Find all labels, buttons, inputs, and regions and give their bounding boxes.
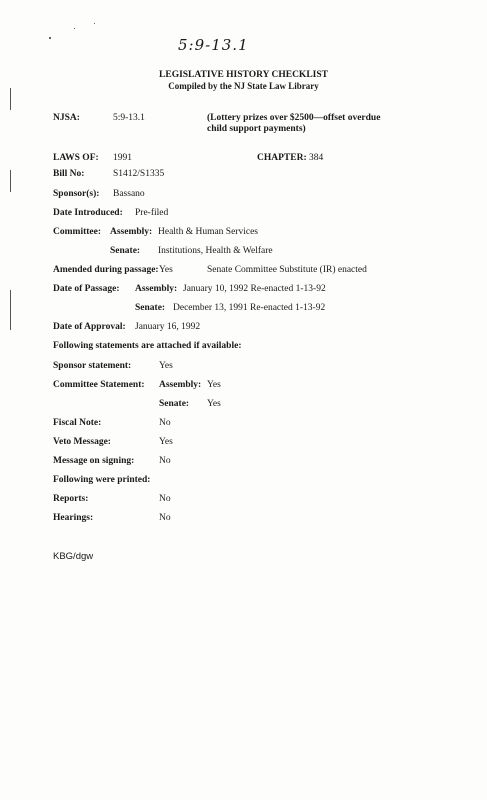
date-introduced-value: Pre-filed [135, 208, 169, 218]
handwritten-number: 5:9-13.1 [178, 36, 249, 54]
committee-senate-value: Institutions, Health & Welfare [158, 246, 273, 256]
chapter-label: CHAPTER: [257, 153, 307, 163]
committee-statement-senate-label: Senate: [159, 399, 190, 409]
printed-heading: Following were printed: [53, 475, 151, 485]
passage-assembly-label: Assembly: [135, 284, 178, 294]
laws-of-label: LAWS OF: [53, 153, 99, 163]
reports-value: No [159, 494, 171, 504]
date-introduced-label: Date Introduced: [53, 208, 123, 218]
amended-value: Yes [159, 265, 173, 275]
committee-statement-assembly-value: Yes [207, 380, 221, 390]
sponsor-statement-value: Yes [159, 361, 173, 371]
njsa-description: (Lottery prizes over $2500—offset overdue child support payments) [207, 113, 381, 134]
sponsors-label: Sponsor(s): [53, 189, 100, 199]
statements-heading: Following statements are attached if available: [53, 341, 242, 351]
document-title: LEGISLATIVE HISTORY CHECKLIST [159, 70, 328, 80]
approval-value: January 16, 1992 [135, 322, 201, 332]
fiscal-note-value: No [159, 418, 171, 428]
committee-statement-label: Committee Statement: [53, 380, 145, 390]
bill-no-label: Bill No: [53, 169, 85, 179]
njsa-value: 5:9-13.1 [113, 113, 145, 123]
scan-speck [74, 28, 75, 29]
sponsor-statement-label: Sponsor statement: [53, 361, 132, 371]
sponsors-value: Bassano [113, 189, 145, 199]
scan-edge-line [10, 88, 11, 110]
committee-assembly-label: Assembly: [110, 227, 153, 237]
initials: KBG/dgw [53, 551, 94, 562]
committee-senate-label: Senate: [110, 246, 141, 256]
scan-speck [49, 37, 51, 39]
veto-message-label: Veto Message: [53, 437, 111, 447]
hearings-label: Hearings: [53, 513, 94, 523]
message-on-signing-label: Message on signing: [53, 456, 135, 466]
approval-label: Date of Approval: [53, 322, 126, 332]
scan-edge-line [10, 290, 11, 330]
njsa-label: NJSA: [53, 113, 80, 123]
passage-assembly-value: January 10, 1992 Re-enacted 1-13-92 [183, 284, 326, 294]
laws-of-value: 1991 [113, 153, 132, 163]
committee-label: Committee: [53, 227, 102, 237]
message-on-signing-value: No [159, 456, 171, 466]
scan-speck [94, 23, 95, 24]
hearings-value: No [159, 513, 171, 523]
amended-label: Amended during passage: [53, 265, 159, 275]
committee-assembly-value: Health & Human Services [158, 227, 258, 237]
chapter-value: 384 [309, 153, 324, 163]
fiscal-note-label: Fiscal Note: [53, 418, 102, 428]
passage-senate-value: December 13, 1991 Re-enacted 1-13-92 [173, 303, 326, 313]
bill-no-value: S1412/S1335 [113, 169, 165, 179]
passage-label: Date of Passage: [53, 284, 120, 294]
scan-edge-line [10, 170, 11, 192]
amended-note: Senate Committee Substitute (IR) enacted [207, 265, 367, 275]
document-subtitle: Compiled by the NJ State Law Library [168, 81, 319, 91]
committee-statement-assembly-label: Assembly: [159, 380, 202, 390]
reports-label: Reports: [53, 494, 89, 504]
passage-senate-label: Senate: [135, 303, 166, 313]
committee-statement-senate-value: Yes [207, 399, 221, 409]
veto-message-value: Yes [159, 437, 173, 447]
